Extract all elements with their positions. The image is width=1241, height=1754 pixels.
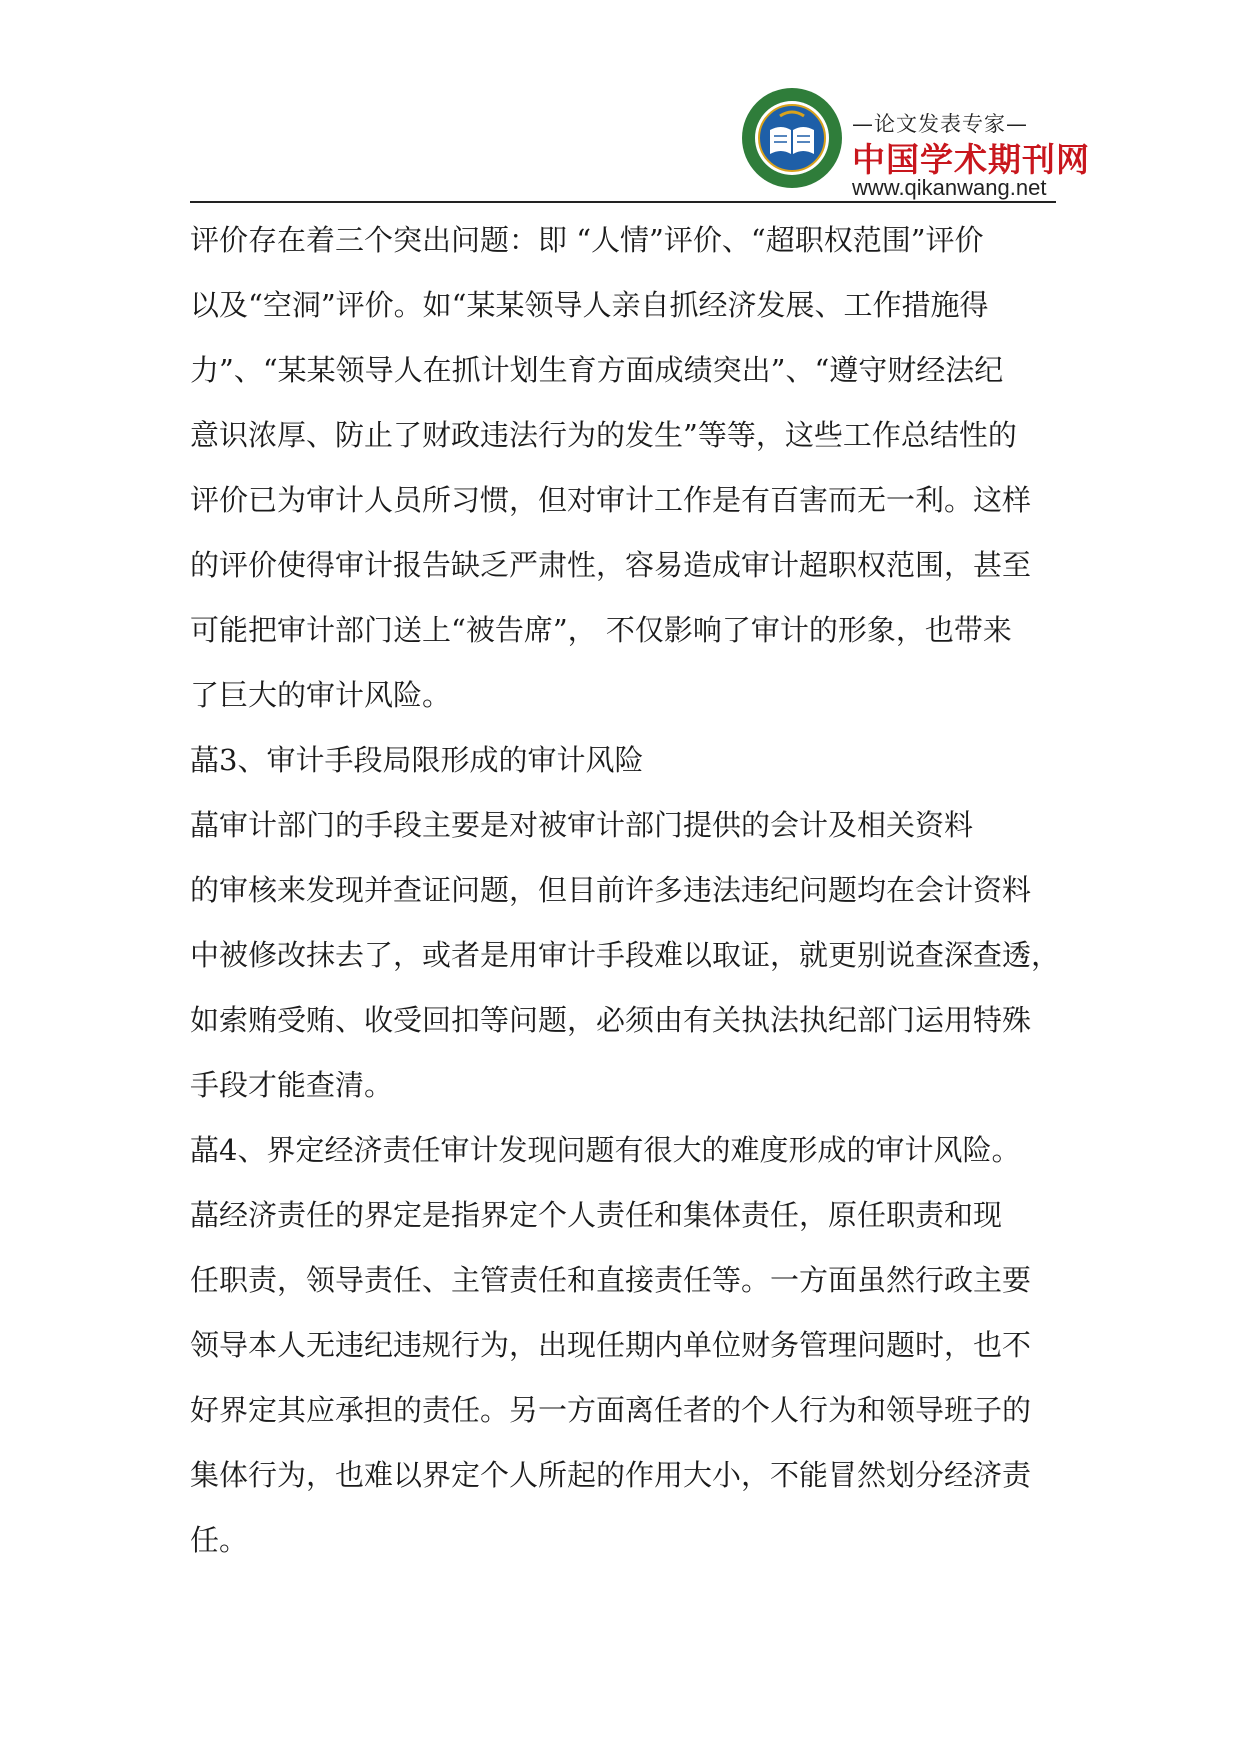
text-line: 蕌审计部门的手段主要是对被审计部门提供的会计及相关资料 <box>190 808 974 842</box>
text-line: 手段才能查清。 <box>190 1068 394 1102</box>
text-line: 任。 <box>190 1523 249 1557</box>
publisher-brand-name: 中国学术期刊网 <box>852 140 1090 179</box>
text-line: 任职责，领导责任、主管责任和直接责任等。一方面虽然行政主要 <box>190 1263 1032 1297</box>
section-heading: 蕌3、审计手段局限形成的审计风险 <box>190 743 644 777</box>
text-line: 集体行为，也难以界定个人所起的作用大小，不能冒然划分经济责 <box>190 1458 1032 1492</box>
seal-logo-icon <box>740 86 844 190</box>
text-line: 以及“空洞”评价。如“某某领导人亲自抓经济发展、工作措施得 <box>190 288 989 322</box>
publisher-tagline: —论文发表专家— <box>852 112 1028 136</box>
text-line: 了巨大的审计风险。 <box>190 678 452 712</box>
text-line: 的评价使得审计报告缺乏严肃性，容易造成审计超职权范围，甚至 <box>190 548 1032 582</box>
text-line: 中被修改抹去了，或者是用审计手段难以取证，就更别说查深查透， <box>190 938 1061 972</box>
header-divider <box>190 201 1056 203</box>
text-line: 好界定其应承担的责任。另一方面离任者的个人行为和领导班子的 <box>190 1393 1032 1427</box>
text-line: 意识浓厚、防止了财政违法行为的发生”等等，这些工作总结性的 <box>190 418 1017 452</box>
text-line: 评价已为审计人员所习惯，但对审计工作是有百害而无一利。这样 <box>190 483 1032 517</box>
page-header <box>190 80 1090 202</box>
text-line: 蕌经济责任的界定是指界定个人责任和集体责任，原任职责和现 <box>190 1198 1003 1232</box>
text-line: 力”、“某某领导人在抓计划生育方面成绩突出”、“遵守财经法纪 <box>190 353 1004 387</box>
text-line: 评价存在着三个突出问题：即 “人情”评价、“超职权范围”评价 <box>190 223 984 257</box>
publisher-url: www.qikanwang.net <box>852 175 1047 200</box>
text-line: 领导本人无违纪违规行为，出现任期内单位财务管理问题时，也不 <box>190 1328 1032 1362</box>
text-line: 如索贿受贿、收受回扣等问题，必须由有关执法执纪部门运用特殊 <box>190 1003 1032 1037</box>
publisher-logo <box>740 86 1090 200</box>
text-line: 的审核来发现并查证问题，但目前许多违法违纪问题均在会计资料 <box>190 873 1032 907</box>
text-line: 可能把审计部门送上“被告席”， 不仅影响了审计的形象，也带来 <box>190 613 1012 647</box>
section-heading: 蕌4、界定经济责任审计发现问题有很大的难度形成的审计风险。 <box>190 1133 1021 1167</box>
document-body <box>190 208 1061 1573</box>
